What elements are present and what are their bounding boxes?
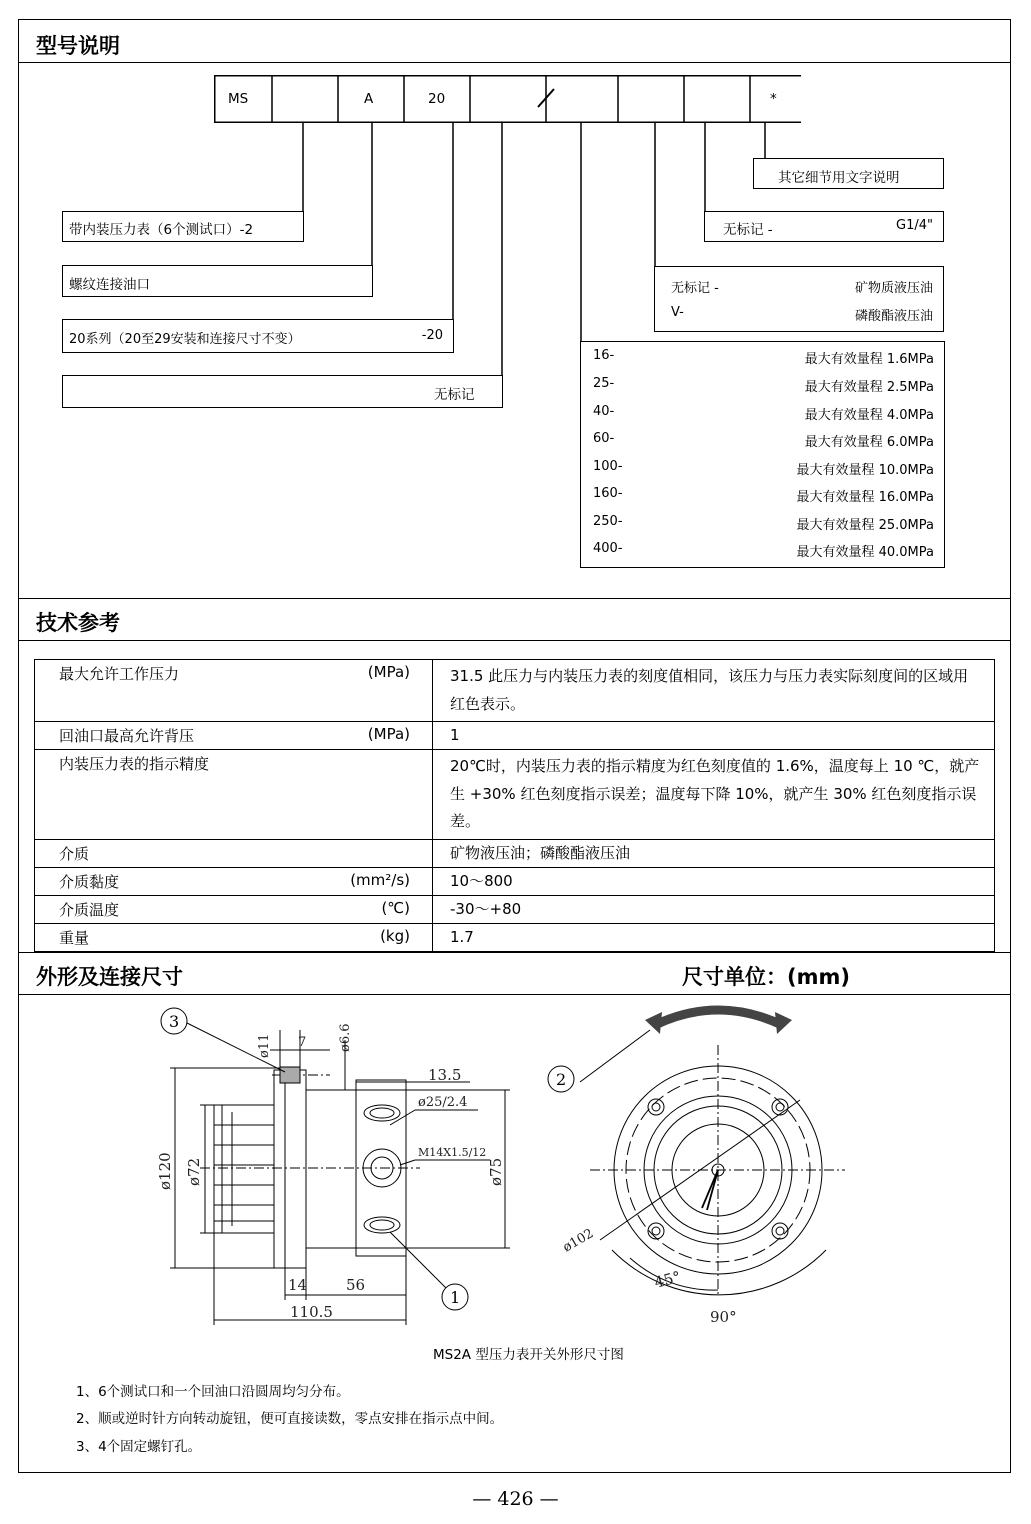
dim-label: ø25/2.4 — [418, 1095, 468, 1110]
section-title-tech: 技术参考 — [36, 611, 120, 635]
tech-row: 最大允许工作压力 (MPa) 31.5 此压力与内装压力表的刻度值相同，该压力与压力表实际刻度间的区域用红色表示。 — [35, 660, 995, 722]
dim-label: ø11 — [257, 1033, 272, 1058]
code-cell-a: A — [364, 91, 374, 107]
section-title-dims: 外形及连接尺寸 — [36, 965, 183, 989]
option-box-other: 其它细节用文字说明 — [753, 158, 944, 189]
tech-row: 重量 (kg) 1.7 — [35, 923, 995, 951]
dim-label: ø75 — [487, 1157, 505, 1186]
callout-3: 3 — [169, 1012, 180, 1031]
option-box-gauge: 带内装压力表（6个测试口）-2 — [62, 211, 304, 242]
dim-label: 56 — [346, 1276, 366, 1294]
tech-table — [34, 659, 995, 952]
dim-label: ø72 — [185, 1157, 203, 1186]
option-box-range: 16- 最大有效量程 1.6MPa 25- 最大有效量程 2.5MPa 40- 最大有效量程 4.0MPa 60- 最大有效量程 6.0MPa 100- 最大有效量程 10.0MPa 160- 最大有效量程 16.0MPa 250- 最大有效量程 25.0MPa 400- 最大有效量程 40.0MPa — [580, 341, 945, 568]
option-box-blank: 无标记 — [62, 375, 503, 408]
tech-row: 介质温度 (℃) -30～+80 — [35, 895, 995, 923]
dim-label: 90° — [710, 1308, 737, 1326]
dim-label: ø120 — [156, 1152, 174, 1190]
tech-row: 介质 矿物液压油；磷酸酯液压油 — [35, 839, 995, 867]
dim-label: 7 — [298, 1035, 307, 1050]
drawing-caption: MS2A 型压力表开关外形尺寸图 — [433, 1347, 624, 1363]
callout-2: 2 — [556, 1070, 567, 1089]
dimension-drawing — [0, 995, 1031, 1340]
knob-body — [214, 1105, 274, 1233]
option-box-fluid: 无标记 - 矿物质液压油 V- 磷酸酯液压油 — [654, 266, 944, 332]
code-cell-star: * — [770, 91, 777, 107]
dims-unit-label: 尺寸单位：(mm) — [682, 965, 850, 989]
dim-label: 13.5 — [428, 1066, 462, 1084]
section-title-model: 型号说明 — [36, 34, 120, 58]
dim-label: 45° — [652, 1267, 683, 1292]
tech-row: 介质黏度 (mm²/s) 10～800 — [35, 867, 995, 895]
dim-label: 14 — [288, 1276, 308, 1294]
tech-row: 内装压力表的指示精度 20℃时，内装压力表的指示精度为红色刻度值的 1.6%，温度每上 10 ℃，就产生 +30% 红色刻度指示误差；温度每下降 10%，就产生 30% 红色刻度指示误差。 — [35, 750, 995, 840]
divider — [18, 640, 1011, 641]
note-3: 3、4个固定螺钉孔。 — [76, 1439, 202, 1455]
tech-row: 回油口最高允许背压 (MPa) 1 — [35, 722, 995, 750]
code-cell-ms: MS — [228, 91, 249, 107]
dim-label: ø6.6 — [338, 1023, 353, 1052]
flange — [274, 1070, 306, 1268]
option-box-thread-port: 螺纹连接油口 — [62, 265, 373, 297]
page-number: — 426 — — [472, 1488, 559, 1510]
dim-label: 110.5 — [290, 1303, 333, 1321]
code-cell-20: 20 — [428, 91, 446, 107]
option-box-thread-size: 无标记 - G1/4" — [704, 211, 944, 242]
divider — [18, 598, 1011, 599]
divider — [18, 952, 1011, 953]
note-2: 2、顺或逆时针方向转动旋钮，便可直接读数，零点安排在指示点中间。 — [76, 1411, 504, 1427]
note-1: 1、6个测试口和一个回油口沿圆周均匀分布。 — [76, 1384, 350, 1400]
dim-label: M14X1.5/12 — [418, 1146, 487, 1159]
callout-1: 1 — [450, 1288, 461, 1307]
option-box-series: 20系列（20至29安装和连接尺寸不变） -20 — [62, 319, 454, 353]
dim-label: ø102 — [560, 1226, 597, 1256]
